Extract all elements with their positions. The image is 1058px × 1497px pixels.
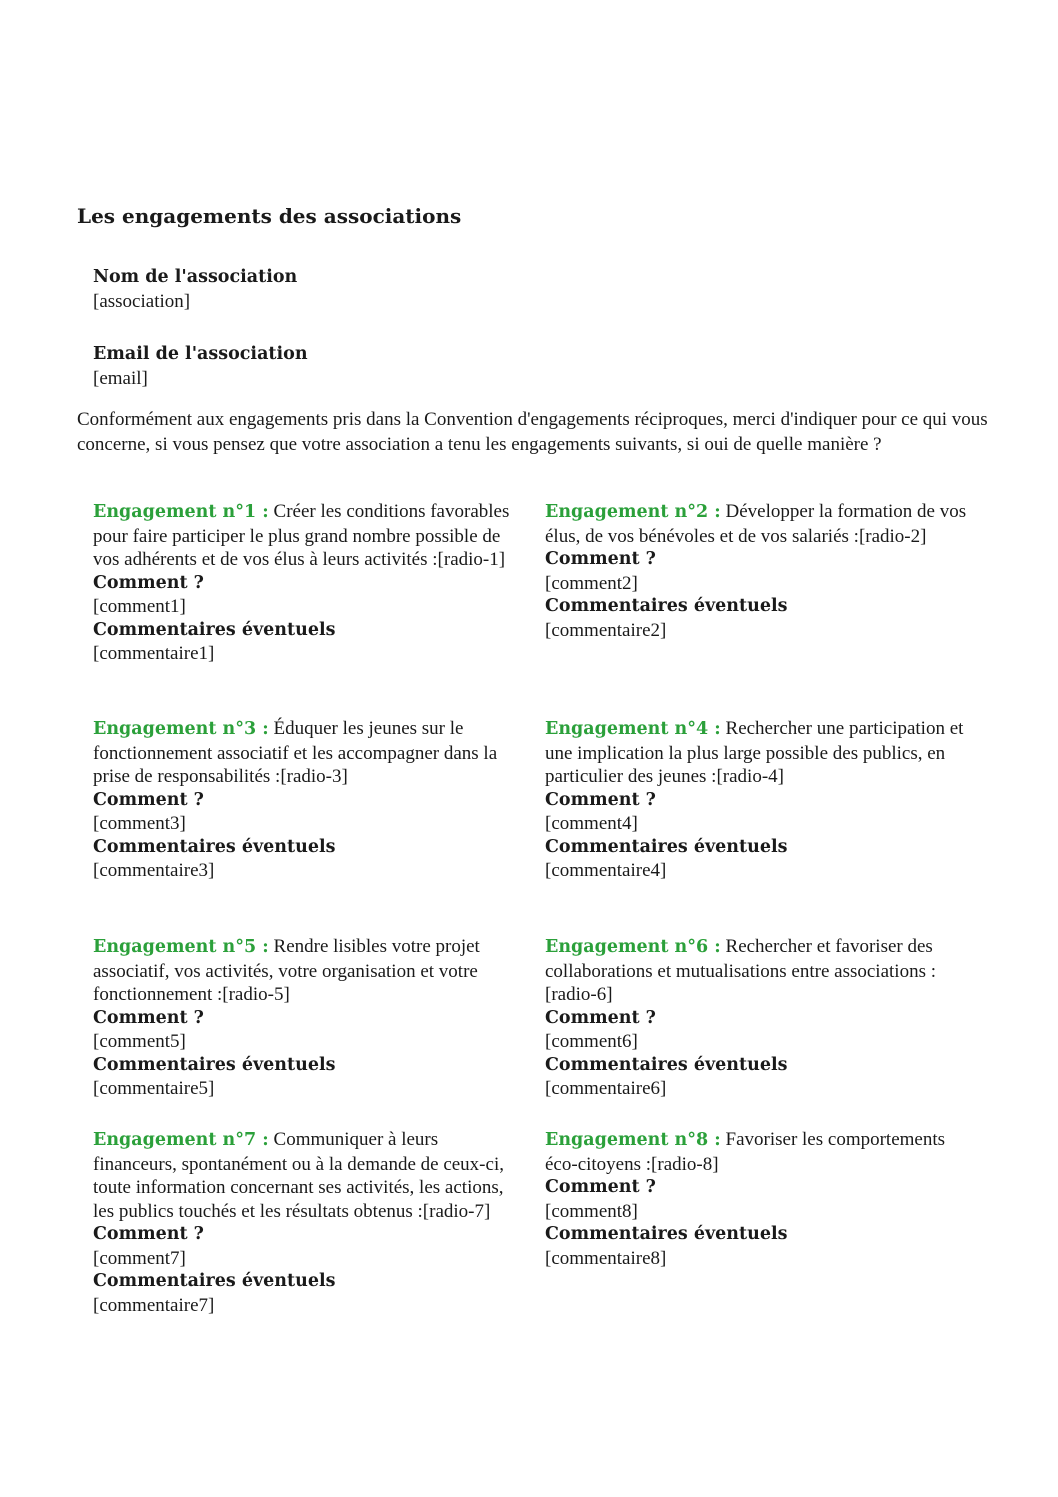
commentaire-value: [commentaire1] xyxy=(93,643,215,664)
engagement-text: Éduquer les jeunes sur le fonctionnement associatif et les accompagner dans la prise de responsabilités :[radio-3] xyxy=(93,718,498,787)
engagement-description xyxy=(93,1128,523,1223)
commentaire-value: [commentaire2] xyxy=(545,619,667,641)
engagement-description xyxy=(545,1128,980,1176)
comment-label: Comment ? xyxy=(545,549,656,569)
engagement-text: Rechercher une participation et une implication la plus large possible des publics, en particulier des jeunes :[radio-4] xyxy=(545,718,964,787)
engagement-title: Engagement n°6 : xyxy=(545,937,721,957)
comment-value: [comment7] xyxy=(93,1247,186,1269)
association-name-value: [association] xyxy=(93,290,191,312)
comment-value: [comment6] xyxy=(545,1031,638,1052)
engagement-text: Favoriser les comportements éco-citoyens :[radio-8] xyxy=(545,1129,946,1175)
engagement-5 xyxy=(93,935,523,1101)
association-email-field xyxy=(93,343,308,390)
engagement-8 xyxy=(545,1128,980,1270)
engagement-title: Engagement n°1 : xyxy=(93,502,269,522)
engagement-text: Développer la formation de vos élus, de vos bénévoles et de vos salariés :[radio-2] xyxy=(545,501,967,547)
commentaires-label: Commentaires éventuels xyxy=(545,596,788,616)
association-name-label: Nom de l'association xyxy=(93,267,298,287)
commentaires-label: Commentaires éventuels xyxy=(93,1271,336,1291)
engagement-text: Créer les conditions favorables pour faire participer le plus grand nombre possible de vos adhérents et de vos élus à leurs activités :[radio-1] xyxy=(93,501,510,570)
engagement-description xyxy=(93,935,523,1007)
engagement-description xyxy=(545,935,980,1007)
engagement-title: Engagement n°7 : xyxy=(93,1130,269,1150)
engagement-2 xyxy=(545,500,980,642)
engagement-7 xyxy=(93,1128,523,1317)
engagement-text: Rechercher et favoriser des collaborations et mutualisations entre associations :[radio-6] xyxy=(545,936,936,1005)
comment-value: [comment3] xyxy=(93,813,186,834)
commentaires-label: Commentaires éventuels xyxy=(545,836,788,857)
commentaire-value: [commentaire6] xyxy=(545,1078,667,1099)
commentaire-value: [commentaire4] xyxy=(545,860,667,881)
comment-label: Comment ? xyxy=(93,789,204,810)
engagement-title: Engagement n°5 : xyxy=(93,937,269,957)
engagement-title: Engagement n°3 : xyxy=(93,719,269,739)
page-title: Les engagements des associations xyxy=(77,204,462,228)
engagement-text: Communiquer à leurs financeurs, spontanément ou à la demande de ceux-ci, toute information concernant ses activités, les actions, les publics touchés et les résultats obtenus :[radio-7] xyxy=(93,1129,504,1222)
engagement-title: Engagement n°4 : xyxy=(545,719,721,739)
engagement-description xyxy=(545,717,980,789)
engagement-3 xyxy=(93,717,523,883)
association-email-value: [email] xyxy=(93,367,148,389)
commentaires-label: Commentaires éventuels xyxy=(545,1224,788,1244)
comment-value: [comment2] xyxy=(545,572,638,594)
engagement-description xyxy=(93,500,523,572)
association-name-field xyxy=(93,266,297,313)
comment-label: Comment ? xyxy=(93,1224,204,1244)
engagement-1 xyxy=(93,500,523,666)
commentaire-value: [commentaire8] xyxy=(545,1247,667,1269)
comment-label: Comment ? xyxy=(93,1007,204,1028)
comment-value: [comment8] xyxy=(545,1200,638,1222)
engagement-description xyxy=(93,717,523,789)
engagement-text: Rendre lisibles votre projet associatif, vos activités, votre organisation et votre fonctionnement :[radio-5] xyxy=(93,936,480,1005)
engagement-title: Engagement n°2 : xyxy=(545,502,721,522)
commentaires-label: Commentaires éventuels xyxy=(93,836,336,857)
commentaire-value: [commentaire5] xyxy=(93,1078,215,1099)
commentaire-value: [commentaire3] xyxy=(93,860,215,881)
association-email-label: Email de l'association xyxy=(93,344,308,364)
comment-label: Comment ? xyxy=(93,572,204,593)
commentaire-value: [commentaire7] xyxy=(93,1294,215,1316)
engagement-4 xyxy=(545,717,980,883)
comment-label: Comment ? xyxy=(545,1007,656,1028)
engagement-6 xyxy=(545,935,980,1101)
comment-label: Comment ? xyxy=(545,789,656,810)
engagement-description xyxy=(545,500,980,548)
comment-value: [comment5] xyxy=(93,1031,186,1052)
comment-value: [comment1] xyxy=(93,596,186,617)
engagement-title: Engagement n°8 : xyxy=(545,1130,721,1150)
commentaires-label: Commentaires éventuels xyxy=(545,1054,788,1075)
commentaires-label: Commentaires éventuels xyxy=(93,1054,336,1075)
comment-label: Comment ? xyxy=(545,1177,656,1197)
intro-paragraph: Conformément aux engagements pris dans la Convention d'engagements réciproques, merci d'indiquer pour ce qui vous concerne, si vous pensez que votre association a tenu les engagements suivants, si oui de quelle manière ? xyxy=(77,409,988,455)
commentaires-label: Commentaires éventuels xyxy=(93,619,336,640)
comment-value: [comment4] xyxy=(545,813,638,834)
